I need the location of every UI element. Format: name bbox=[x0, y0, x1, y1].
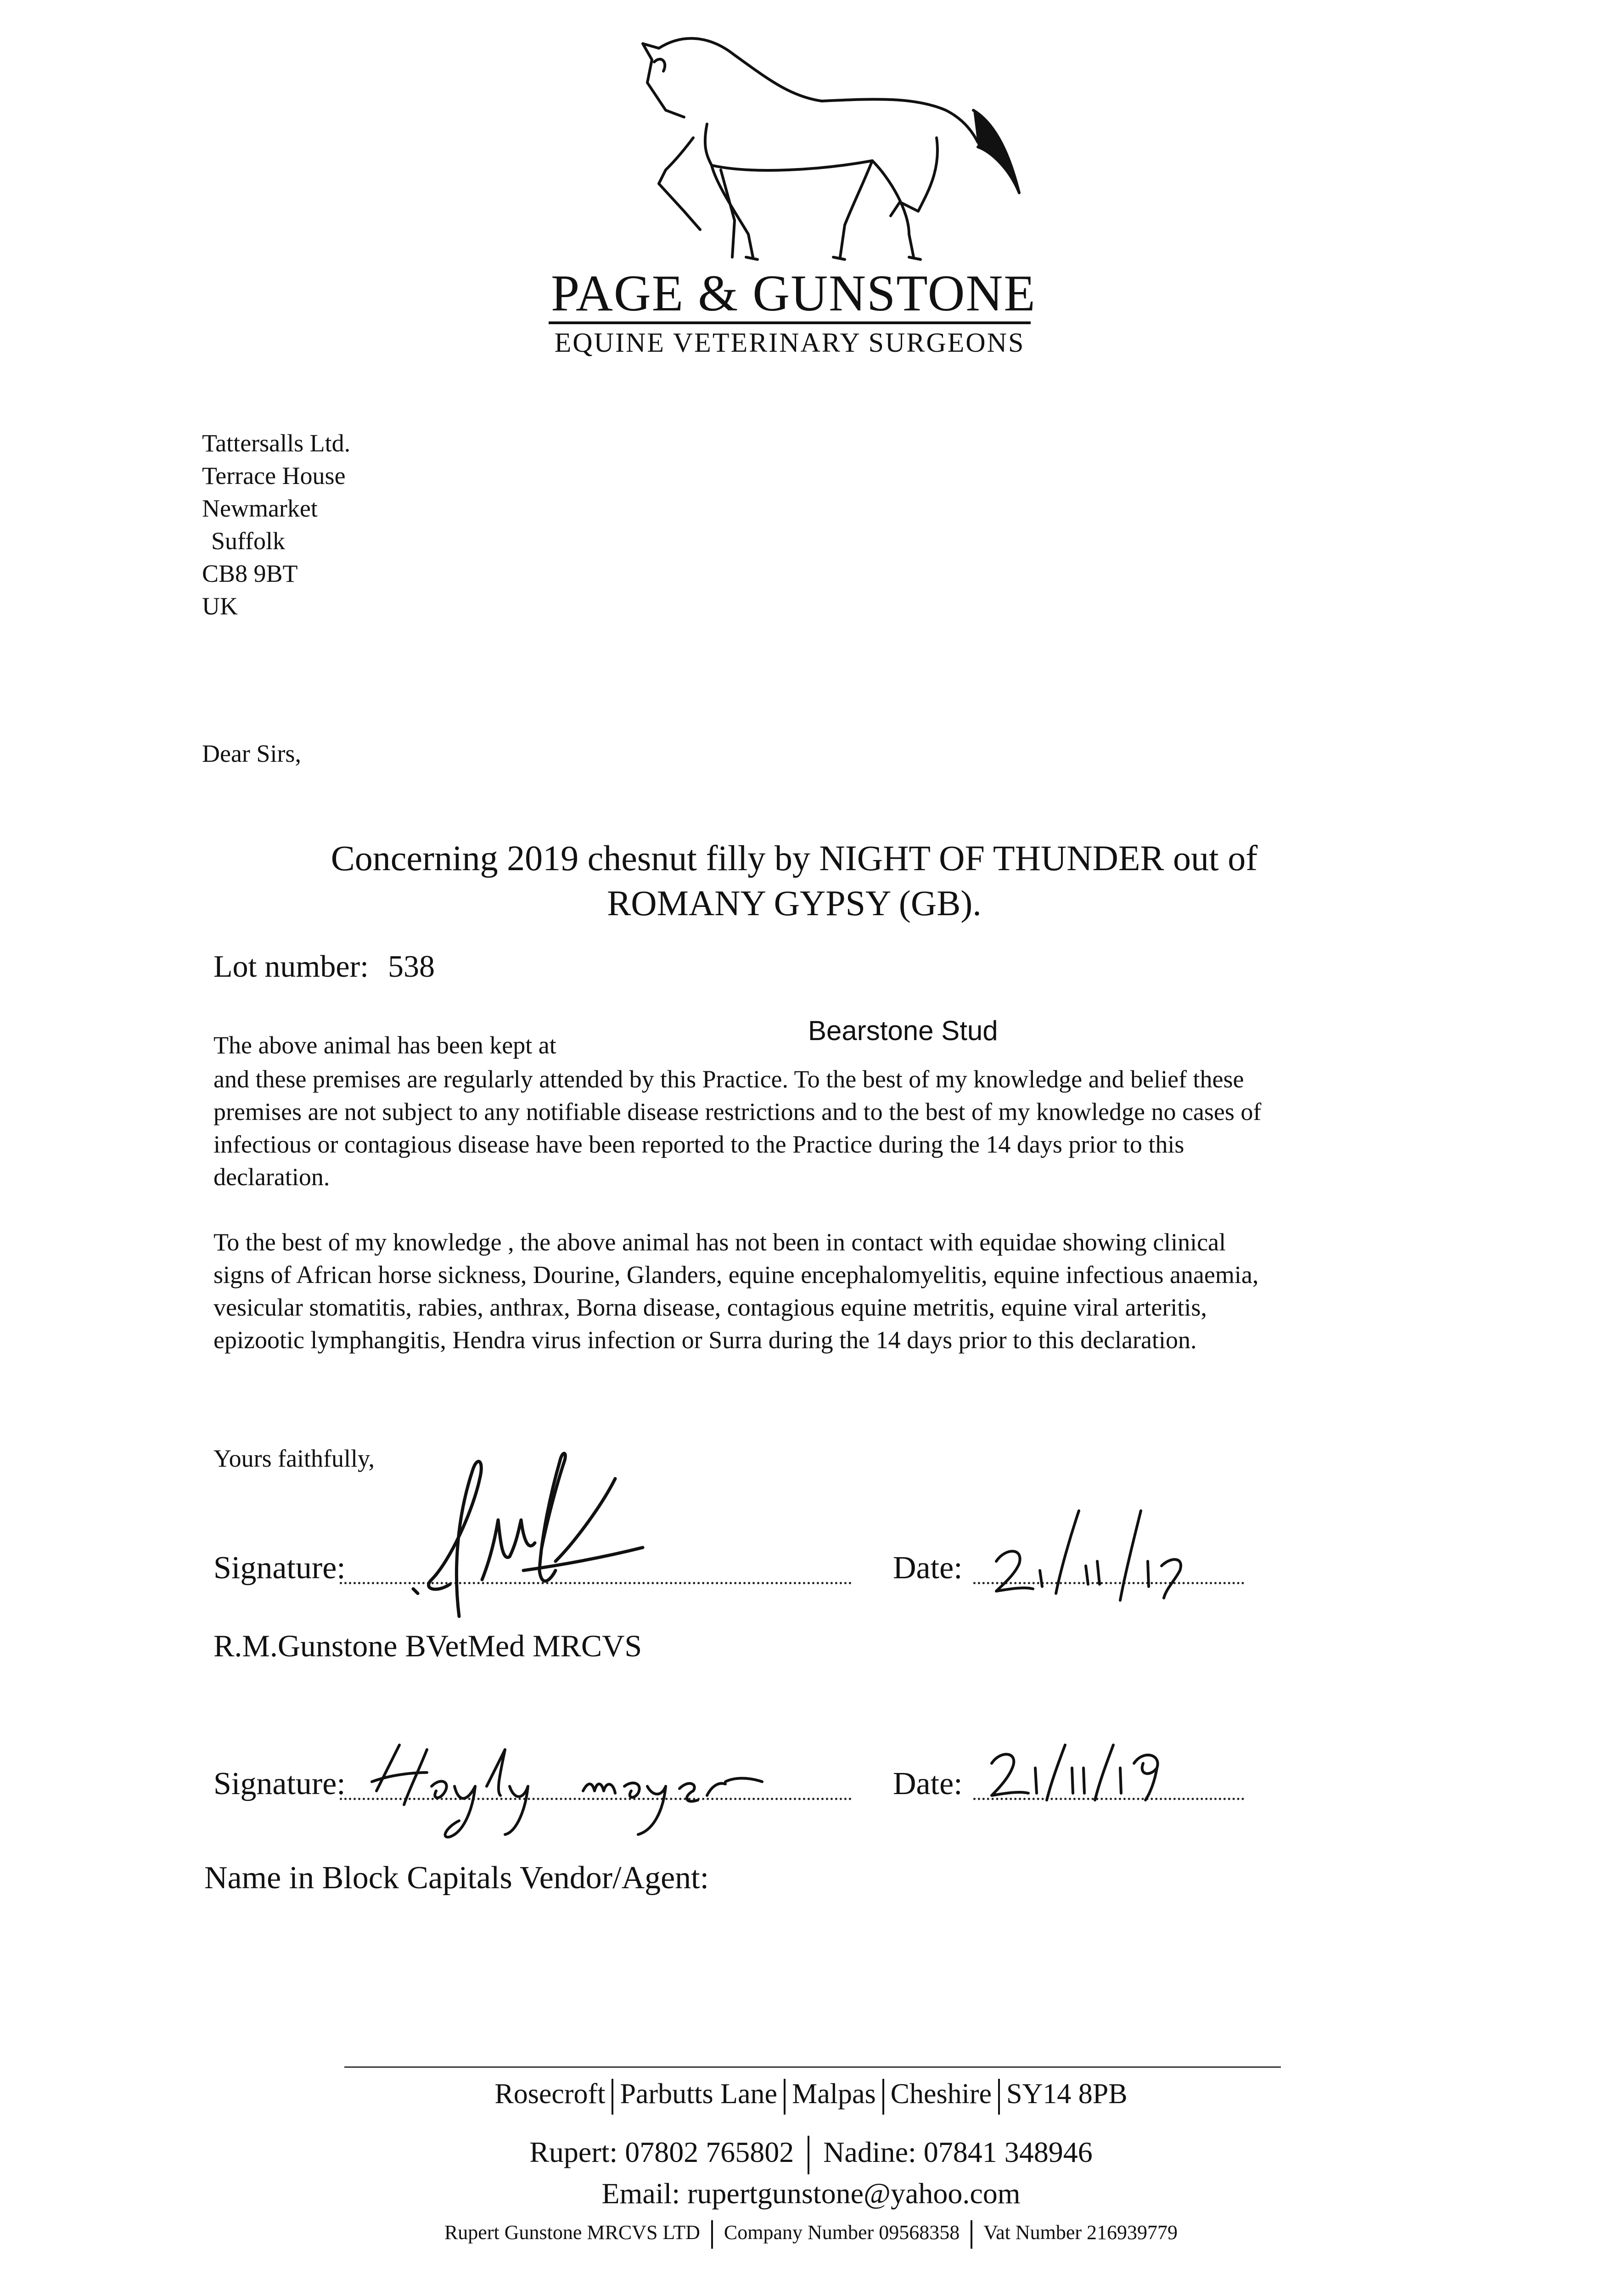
paragraph-line: premises are not subject to any notifiable disease restrictions and to the best of my knowledge no cases of bbox=[213, 1098, 1262, 1125]
footer-address-part: Rosecroft bbox=[494, 2078, 606, 2110]
separator bbox=[971, 2220, 972, 2249]
separator bbox=[882, 2079, 884, 2115]
handwritten-signature-agent bbox=[363, 1731, 776, 1841]
footer-divider bbox=[344, 2066, 1281, 2068]
paragraph-line: infectious or contagious disease have been reported to the Practice during the 14 days prior to this bbox=[213, 1131, 1184, 1158]
signature-label: Signature: bbox=[213, 1550, 346, 1586]
footer-phones bbox=[0, 2135, 1622, 2174]
separator bbox=[612, 2079, 613, 2115]
signer-name: R.M.Gunstone BVetMed MRCVS bbox=[213, 1628, 642, 1663]
address-line: UK bbox=[202, 592, 238, 620]
handwritten-signature-vet bbox=[404, 1442, 652, 1626]
subject-heading bbox=[138, 836, 1451, 926]
brand-name: PAGE & GUNSTONE bbox=[551, 265, 1036, 322]
paragraph-line: declaration. bbox=[213, 1163, 330, 1191]
footer-address-part: Cheshire bbox=[890, 2078, 992, 2110]
footer-company-info bbox=[0, 2220, 1622, 2249]
paragraph-line: epizootic lymphangitis, Hendra virus infection or Surra during the 14 days prior to this declaration. bbox=[213, 1326, 1197, 1354]
footer-address-part: SY14 8PB bbox=[1006, 2078, 1128, 2110]
horse-logo-icon bbox=[615, 18, 1028, 276]
recipient-address bbox=[202, 427, 350, 623]
phone-rupert: Rupert: 07802 765802 bbox=[529, 2136, 794, 2168]
company-number: Company Number 09568358 bbox=[724, 2221, 960, 2244]
company-name: Rupert Gunstone MRCVS LTD bbox=[444, 2221, 700, 2244]
separator bbox=[711, 2220, 713, 2249]
address-line: Terrace House bbox=[202, 462, 346, 490]
separator bbox=[808, 2136, 809, 2174]
separator bbox=[784, 2079, 786, 2115]
kept-at-value: Bearstone Stud bbox=[808, 1015, 998, 1046]
paragraph-line: vesicular stomatitis, rabies, anthrax, Borna disease, contagious equine metritis, equine viral arteritis, bbox=[213, 1294, 1207, 1321]
declaration-paragraph-2 bbox=[213, 1226, 1407, 1356]
block-capitals-label: Name in Block Capitals Vendor/Agent: bbox=[204, 1860, 709, 1896]
footer-email: Email: rupertgunstone@yahoo.com bbox=[601, 2177, 1021, 2210]
date-label: Date: bbox=[893, 1766, 963, 1801]
phone-nadine: Nadine: 07841 348946 bbox=[823, 2136, 1093, 2168]
kept-at-label: The above animal has been kept at bbox=[213, 1031, 556, 1059]
handwritten-date-2 bbox=[982, 1736, 1189, 1809]
handwritten-date-1 bbox=[987, 1502, 1217, 1603]
footer-address-part: Malpas bbox=[792, 2078, 876, 2110]
separator bbox=[998, 2079, 1000, 2115]
lot-number-value: 538 bbox=[388, 949, 435, 984]
subject-line-2: ROMANY GYPSY (GB). bbox=[607, 883, 982, 923]
footer-address-part: Parbutts Lane bbox=[620, 2078, 778, 2110]
footer-address bbox=[0, 2078, 1622, 2115]
brand-tagline: EQUINE VETERINARY SURGEONS bbox=[554, 327, 1025, 358]
address-line: CB8 9BT bbox=[202, 560, 298, 587]
subject-line-1: Concerning 2019 chesnut filly by NIGHT OF THUNDER out of bbox=[331, 838, 1258, 878]
address-line: Tattersalls Ltd. bbox=[202, 429, 351, 457]
vat-number: Vat Number 216939779 bbox=[983, 2221, 1178, 2244]
date-label: Date: bbox=[893, 1550, 963, 1586]
address-line: Newmarket bbox=[202, 495, 318, 522]
paragraph-line: To the best of my knowledge , the above animal has not been in contact with equidae showing clinical bbox=[213, 1228, 1226, 1256]
signature-label: Signature: bbox=[213, 1766, 346, 1801]
declaration-paragraph-1 bbox=[213, 1063, 1407, 1193]
paragraph-line: signs of African horse sickness, Dourine, Glanders, equine encephalomyelitis, equine infectious anaemia, bbox=[213, 1261, 1259, 1289]
closing: Yours faithfully, bbox=[213, 1445, 375, 1472]
salutation: Dear Sirs, bbox=[202, 740, 301, 767]
brand-divider bbox=[549, 321, 1031, 324]
paragraph-line: and these premises are regularly attended by this Practice. To the best of my knowledge and belief these bbox=[213, 1065, 1244, 1093]
address-line: Suffolk bbox=[211, 527, 286, 555]
lot-number-label: Lot number: bbox=[213, 949, 369, 984]
